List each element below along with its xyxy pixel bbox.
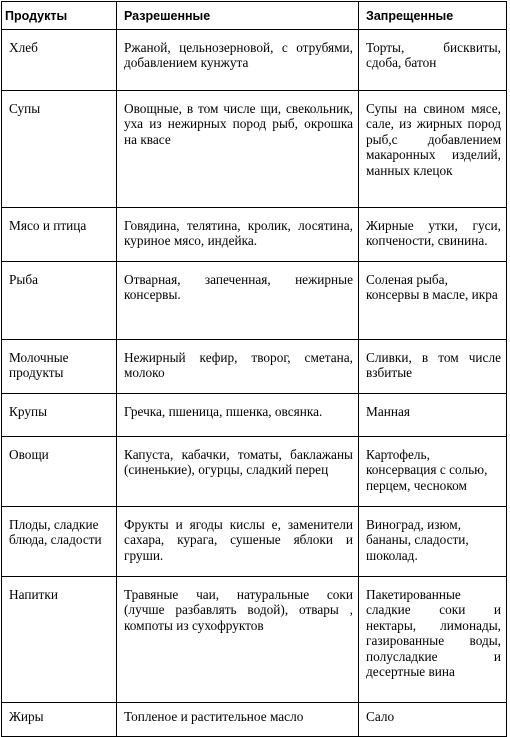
- category-cell: Крупы: [2, 393, 117, 436]
- category-cell: Плоды, сладкие блюда, сладости: [2, 506, 117, 576]
- allowed-cell: Капуста, кабачки, томаты, баклажаны (синенькие), огурцы, сладкий перец: [117, 436, 359, 506]
- category-cell: Мясо и птица: [2, 207, 117, 261]
- category-cell: Овощи: [2, 436, 117, 506]
- allowed-cell: Отварная, запеченная, нежирные консервы.: [117, 261, 359, 339]
- table-row: [2, 393, 507, 436]
- allowed-cell: Гречка, пшеница, пшенка, овсянка.: [117, 393, 359, 436]
- forbidden-cell: Жирные утки, гуси, копчености, свинина.: [359, 207, 507, 261]
- category-cell: Супы: [2, 90, 117, 207]
- allowed-cell: Травяные чаи, натуральные соки (лучше разбавлять водой), отвары , компоты из сухофруктов: [117, 576, 359, 702]
- forbidden-cell: Сливки, в том числе взбитые: [359, 339, 507, 393]
- forbidden-cell: Соленая рыба, консервы в масле, икра: [359, 261, 507, 339]
- forbidden-cell: Пакетированные сладкие соки и нектары, лимонады, газированные воды, полусладкие и десертные вина: [359, 576, 507, 702]
- diet-table: [1, 1, 507, 737]
- table-row: [2, 436, 507, 506]
- category-cell: Напитки: [2, 576, 117, 702]
- header-allowed: Разрешенные: [117, 2, 359, 30]
- forbidden-cell: Торты, бисквиты, сдоба, батон: [359, 29, 507, 90]
- forbidden-cell: Виноград, изюм, бананы, сладости, шоколад.: [359, 506, 507, 576]
- diet-table-container: [1, 1, 506, 737]
- allowed-cell: Фрукты и ягоды кислы е, заменители сахара, курага, сушеные яблоки и груши.: [117, 506, 359, 576]
- table-row: [2, 702, 507, 736]
- table-row: [2, 207, 507, 261]
- allowed-cell: Овощные, в том числе щи, свекольник, уха из нежирных пород рыб, окрошка на квасе: [117, 90, 359, 207]
- allowed-cell: Ржаной, цельнозерновой, с отрубями, добавлением кунжута: [117, 29, 359, 90]
- table-row: [2, 339, 507, 393]
- table-row: [2, 261, 507, 339]
- table-row: [2, 29, 507, 90]
- category-cell: Жиры: [2, 702, 117, 736]
- table-row: [2, 506, 507, 576]
- table-row: [2, 576, 507, 702]
- table-row: [2, 90, 507, 207]
- category-cell: Рыба: [2, 261, 117, 339]
- forbidden-cell: Супы на свином мясе, сале, из жирных пород рыб,с добавлением макаронных изделий, манных клецок: [359, 90, 507, 207]
- header-forbidden: Запрещенные: [359, 2, 507, 30]
- category-cell: Молочные продукты: [2, 339, 117, 393]
- forbidden-cell: Картофель, консервация с солью, перцем, чесноком: [359, 436, 507, 506]
- category-cell: Хлеб: [2, 29, 117, 90]
- header-products: Продукты: [2, 2, 117, 30]
- table-header-row: [2, 2, 507, 30]
- forbidden-cell: Манная: [359, 393, 507, 436]
- forbidden-cell: Сало: [359, 702, 507, 736]
- allowed-cell: Топленое и растительное масло: [117, 702, 359, 736]
- allowed-cell: Нежирный кефир, творог, сметана, молоко: [117, 339, 359, 393]
- allowed-cell: Говядина, телятина, кролик, лосятина, куриное мясо, индейка.: [117, 207, 359, 261]
